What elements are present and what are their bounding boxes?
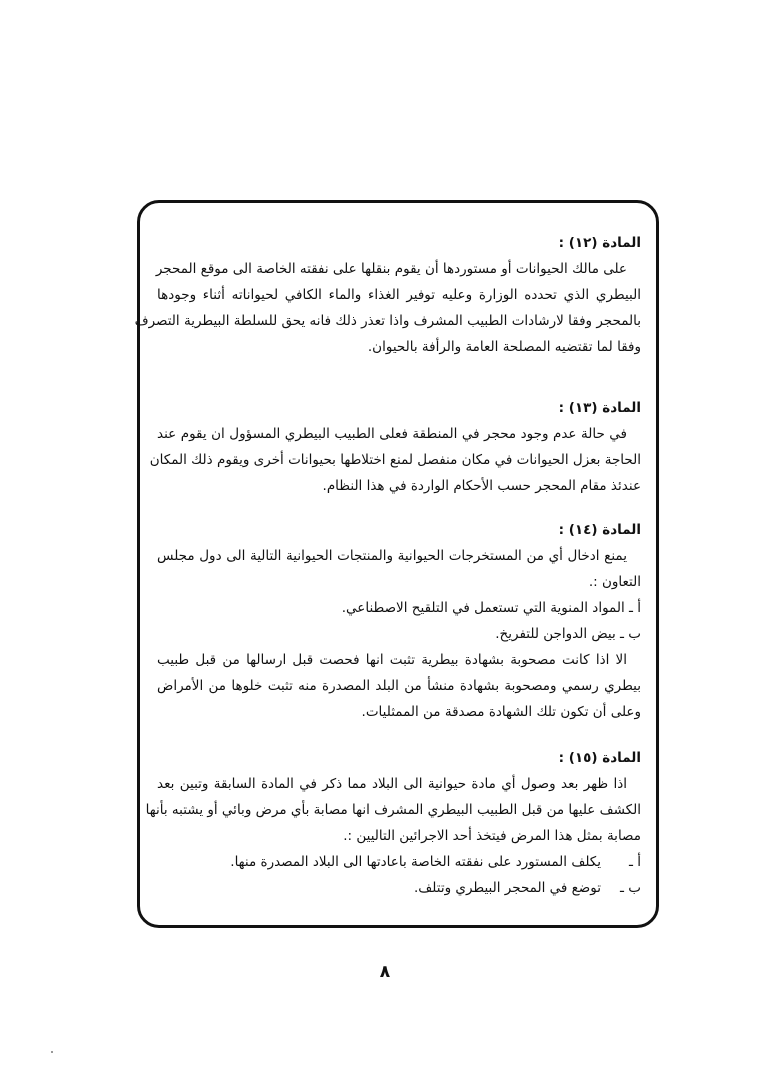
article-line: في حالة عدم وجود محجر في المنطقة فعلى الطبيب البيطري المسؤول ان يقوم عند [157, 426, 627, 442]
article-15 [145, 745, 641, 901]
list-text: توضع في المحجر البيطري وتتلف. [414, 880, 601, 896]
article-line: على مالك الحيوانات أو مستوردها أن يقوم بنقلها على نفقته الخاصة الى موقع المحجر [155, 261, 627, 277]
article-14 [157, 517, 641, 725]
article-line: بيطري رسمي ومصحوبة بشهادة منشأ من البلد المصدرة منه تثبت خلوها من الأمراض [157, 678, 641, 694]
article-heading: المادة (١٥) : [558, 750, 641, 766]
scan-speck [51, 1051, 53, 1053]
article-line: بالمحجر وفقا لارشادات الطبيب المشرف واذا تعذر ذلك فانه يحق للسلطة البيطرية التصرف [134, 313, 641, 329]
article-line: أ ـ المواد المنوية التي تستعمل في التلقيح الاصطناعي. [341, 600, 641, 616]
list-marker: ب ـ [620, 880, 641, 896]
article-line: وعلى أن تكون تلك الشهادة مصدقة من الممثليات. [361, 704, 641, 720]
article-13 [149, 395, 641, 499]
article-heading: المادة (١٢) : [558, 235, 641, 251]
article-line: الحاجة بعزل الحيوانات في مكان منفصل لمنع اختلاطها بحيوانات أخرى ويقوم ذلك المكان [149, 452, 641, 468]
article-line: ب ـ بيض الدواجن للتفريخ. [495, 626, 641, 642]
article-line: عندئذ مقام المحجر حسب الأحكام الواردة في هذا النظام. [322, 478, 641, 494]
list-item [157, 875, 641, 901]
article-line: وفقا لما تقتضيه المصلحة العامة والرأفة بالحيوان. [367, 339, 641, 355]
article-line: اذا ظهر بعد وصول أي مادة حيوانية الى البلاد مما ذكر في المادة السابقة وتبين بعد [157, 776, 627, 792]
article-heading: المادة (١٣) : [558, 400, 641, 416]
article-line: يمنع ادخال أي من المستخرجات الحيوانية والمنتجات الحيوانية التالية الى دول مجلس [157, 548, 627, 564]
article-line: مصابة بمثل هذا المرض فيتخذ أحد الاجرائين التاليين :. [343, 828, 641, 844]
article-line: الكشف عليها من قبل الطبيب البيطري المشرف انها مصابة بأي مرض وبائي أو يشتبه بأنها [145, 802, 641, 818]
page-number: ٨ [379, 962, 391, 982]
list-item [157, 849, 641, 875]
list-text: يكلف المستورد على نفقته الخاصة باعادتها الى البلاد المصدرة منها. [230, 854, 601, 870]
article-line: الا اذا كانت مصحوبة بشهادة بيطرية تثبت انها فحصت قبل ارسالها من قبل طبيب [157, 652, 627, 668]
list-marker: أ ـ [629, 854, 641, 870]
article-heading: المادة (١٤) : [558, 522, 641, 538]
article-line: البيطري الذي تحدده الوزارة وعليه توفير الغذاء والماء الكافي لحيواناته أثناء وجودها [157, 287, 641, 303]
article-12 [134, 230, 641, 360]
article-line: التعاون :. [588, 574, 641, 590]
